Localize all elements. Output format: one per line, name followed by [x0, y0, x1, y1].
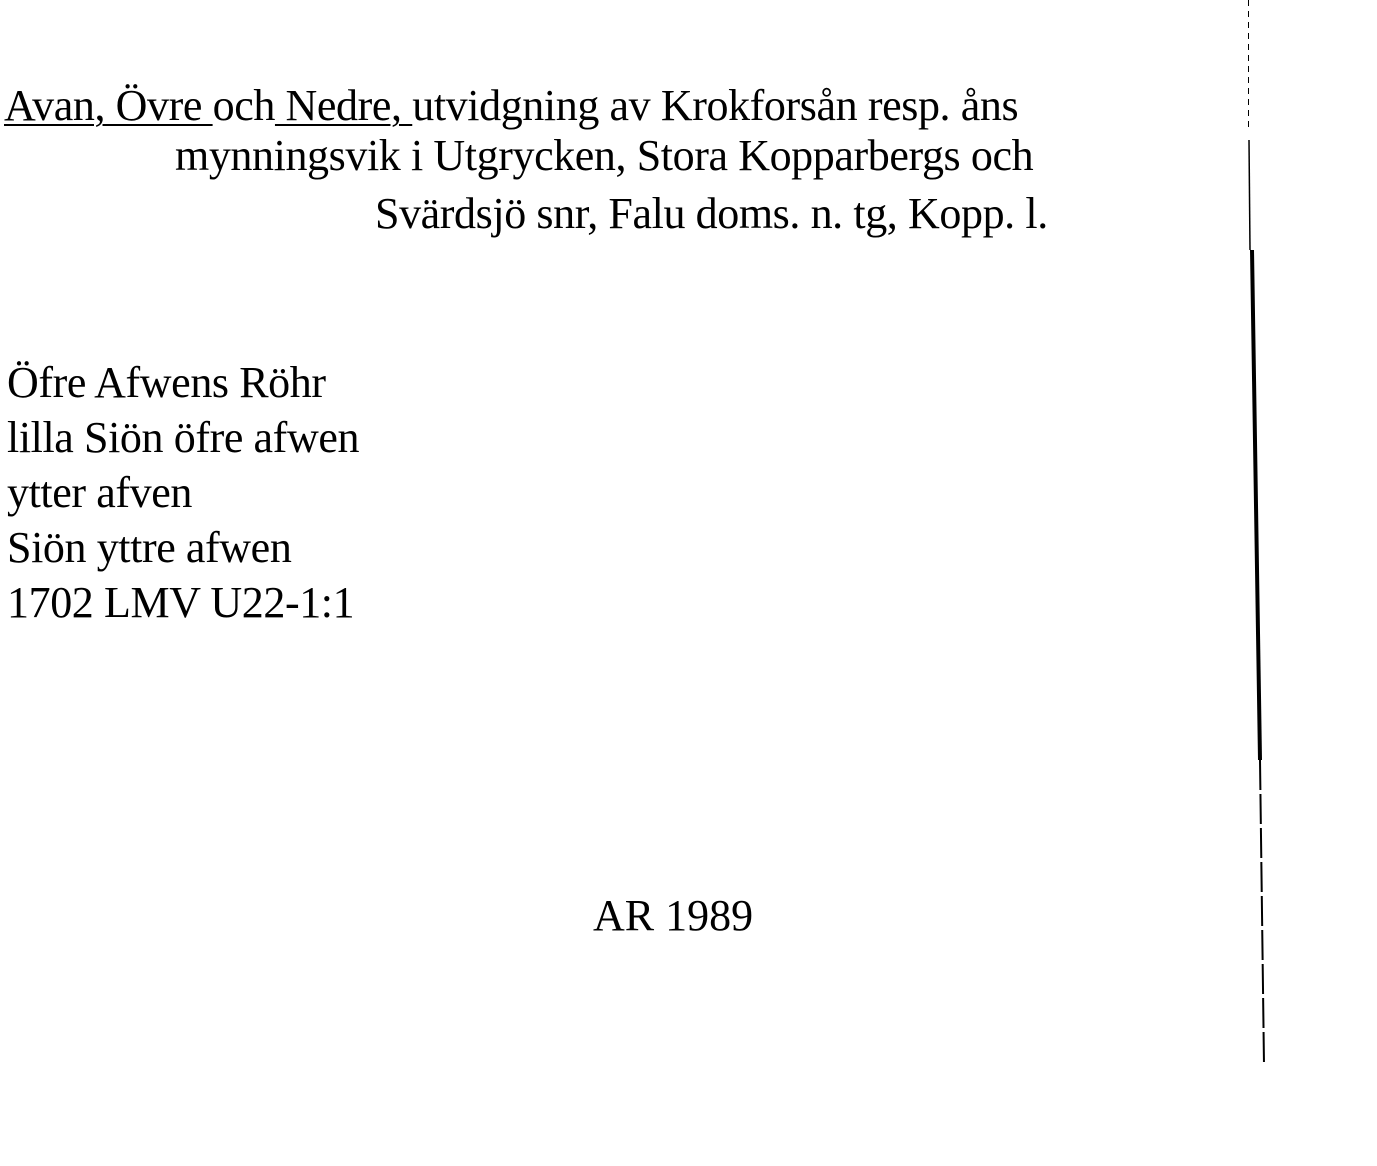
title-underlined-avan-ovre: Avan, Övre — [4, 81, 213, 130]
title-line-3: Svärdsjö snr, Falu doms. n. tg, Kopp. l. — [375, 189, 1048, 238]
list-item: Siön yttre afwen — [7, 523, 292, 572]
title-line-2: mynningsvik i Utgrycken, Stora Kopparbergs och — [175, 131, 1034, 180]
list-item: lilla Siön öfre afwen — [7, 413, 360, 462]
scan-edge-line — [1248, 0, 1268, 1070]
title-line-1 — [4, 80, 1018, 132]
list-item: Öfre Afwens Röhr — [7, 358, 326, 407]
title-underlined-nedre: Nedre, — [274, 81, 413, 130]
list-item: 1702 LMV U22-1:1 — [7, 578, 355, 627]
historical-names-list — [7, 355, 359, 630]
list-item: ytter afven — [7, 468, 192, 517]
title-rest: utvidgning av Krokforsån resp. åns — [412, 81, 1019, 130]
archive-code: AR 1989 — [593, 891, 754, 940]
title-och: och — [212, 81, 275, 130]
